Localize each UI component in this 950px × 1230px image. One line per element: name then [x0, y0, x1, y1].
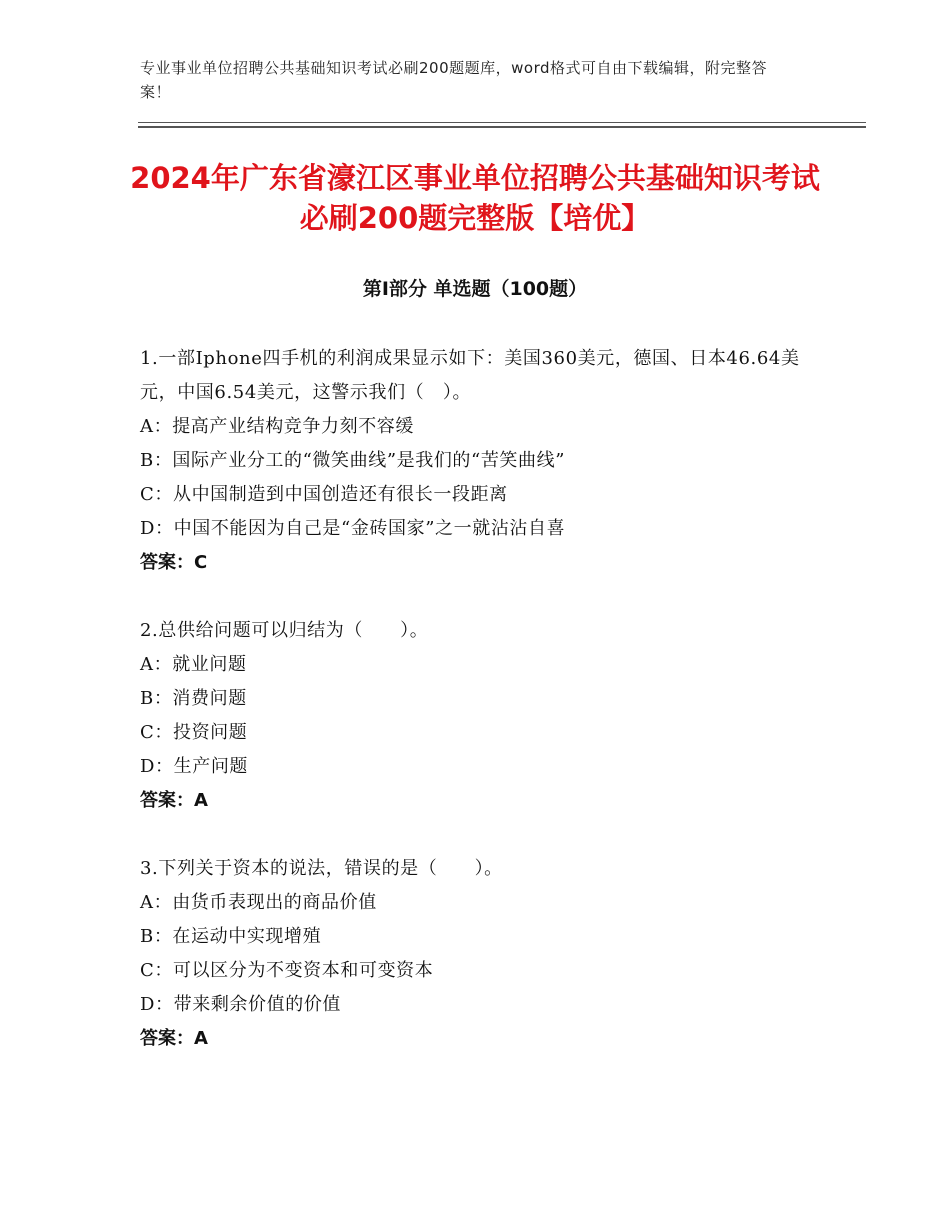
question-stem: 3.下列关于资本的说法，错误的是（ ）。	[140, 858, 503, 879]
option-b: B：国际产业分工的“微笑曲线”是我们的“苦笑曲线”	[140, 450, 566, 471]
header-note: 专业事业单位招聘公共基础知识考试必刷200题题库，word格式可自由下载编辑，附完整答案！	[140, 59, 768, 101]
option-c: C：可以区分为不变资本和可变资本	[140, 960, 434, 981]
option-c: C：从中国制造到中国创造还有很长一段距离	[140, 484, 508, 505]
option-c: C：投资问题	[140, 722, 248, 743]
option-d: D：生产问题	[140, 756, 249, 777]
option-b: B：在运动中实现增殖	[140, 926, 322, 947]
answer: 答案：A	[140, 790, 208, 811]
option-b: B：消费问题	[140, 688, 247, 709]
option-a: A：就业问题	[140, 654, 247, 675]
option-a: A：由货币表现出的商品价值	[140, 892, 377, 913]
answer: 答案：A	[140, 1028, 208, 1049]
question-1	[140, 342, 820, 580]
option-d: D：带来剩余价值的价值	[140, 994, 342, 1015]
question-2	[140, 614, 820, 818]
question-list	[140, 342, 820, 1090]
option-a: A：提高产业结构竞争力刻不容缓	[140, 416, 414, 437]
question-3	[140, 852, 820, 1056]
option-d: D：中国不能因为自己是“金砖国家”之一就沾沾自喜	[140, 518, 566, 539]
header-divider-thin	[138, 122, 866, 123]
header-divider-thick	[138, 126, 866, 128]
answer: 答案：C	[140, 552, 208, 573]
section-title: 第Ⅰ部分 单选题（100题）	[362, 278, 588, 300]
document-title: 2024年广东省濠江区事业单位招聘公共基础知识考试必刷200题完整版【培优】	[130, 161, 820, 235]
question-stem: 1.一部Iphone四手机的利润成果显示如下：美国360美元，德国、日本46.64美元，中国6.54美元，这警示我们（ ）。	[140, 348, 800, 403]
question-stem: 2.总供给问题可以归结为（ ）。	[140, 620, 429, 641]
